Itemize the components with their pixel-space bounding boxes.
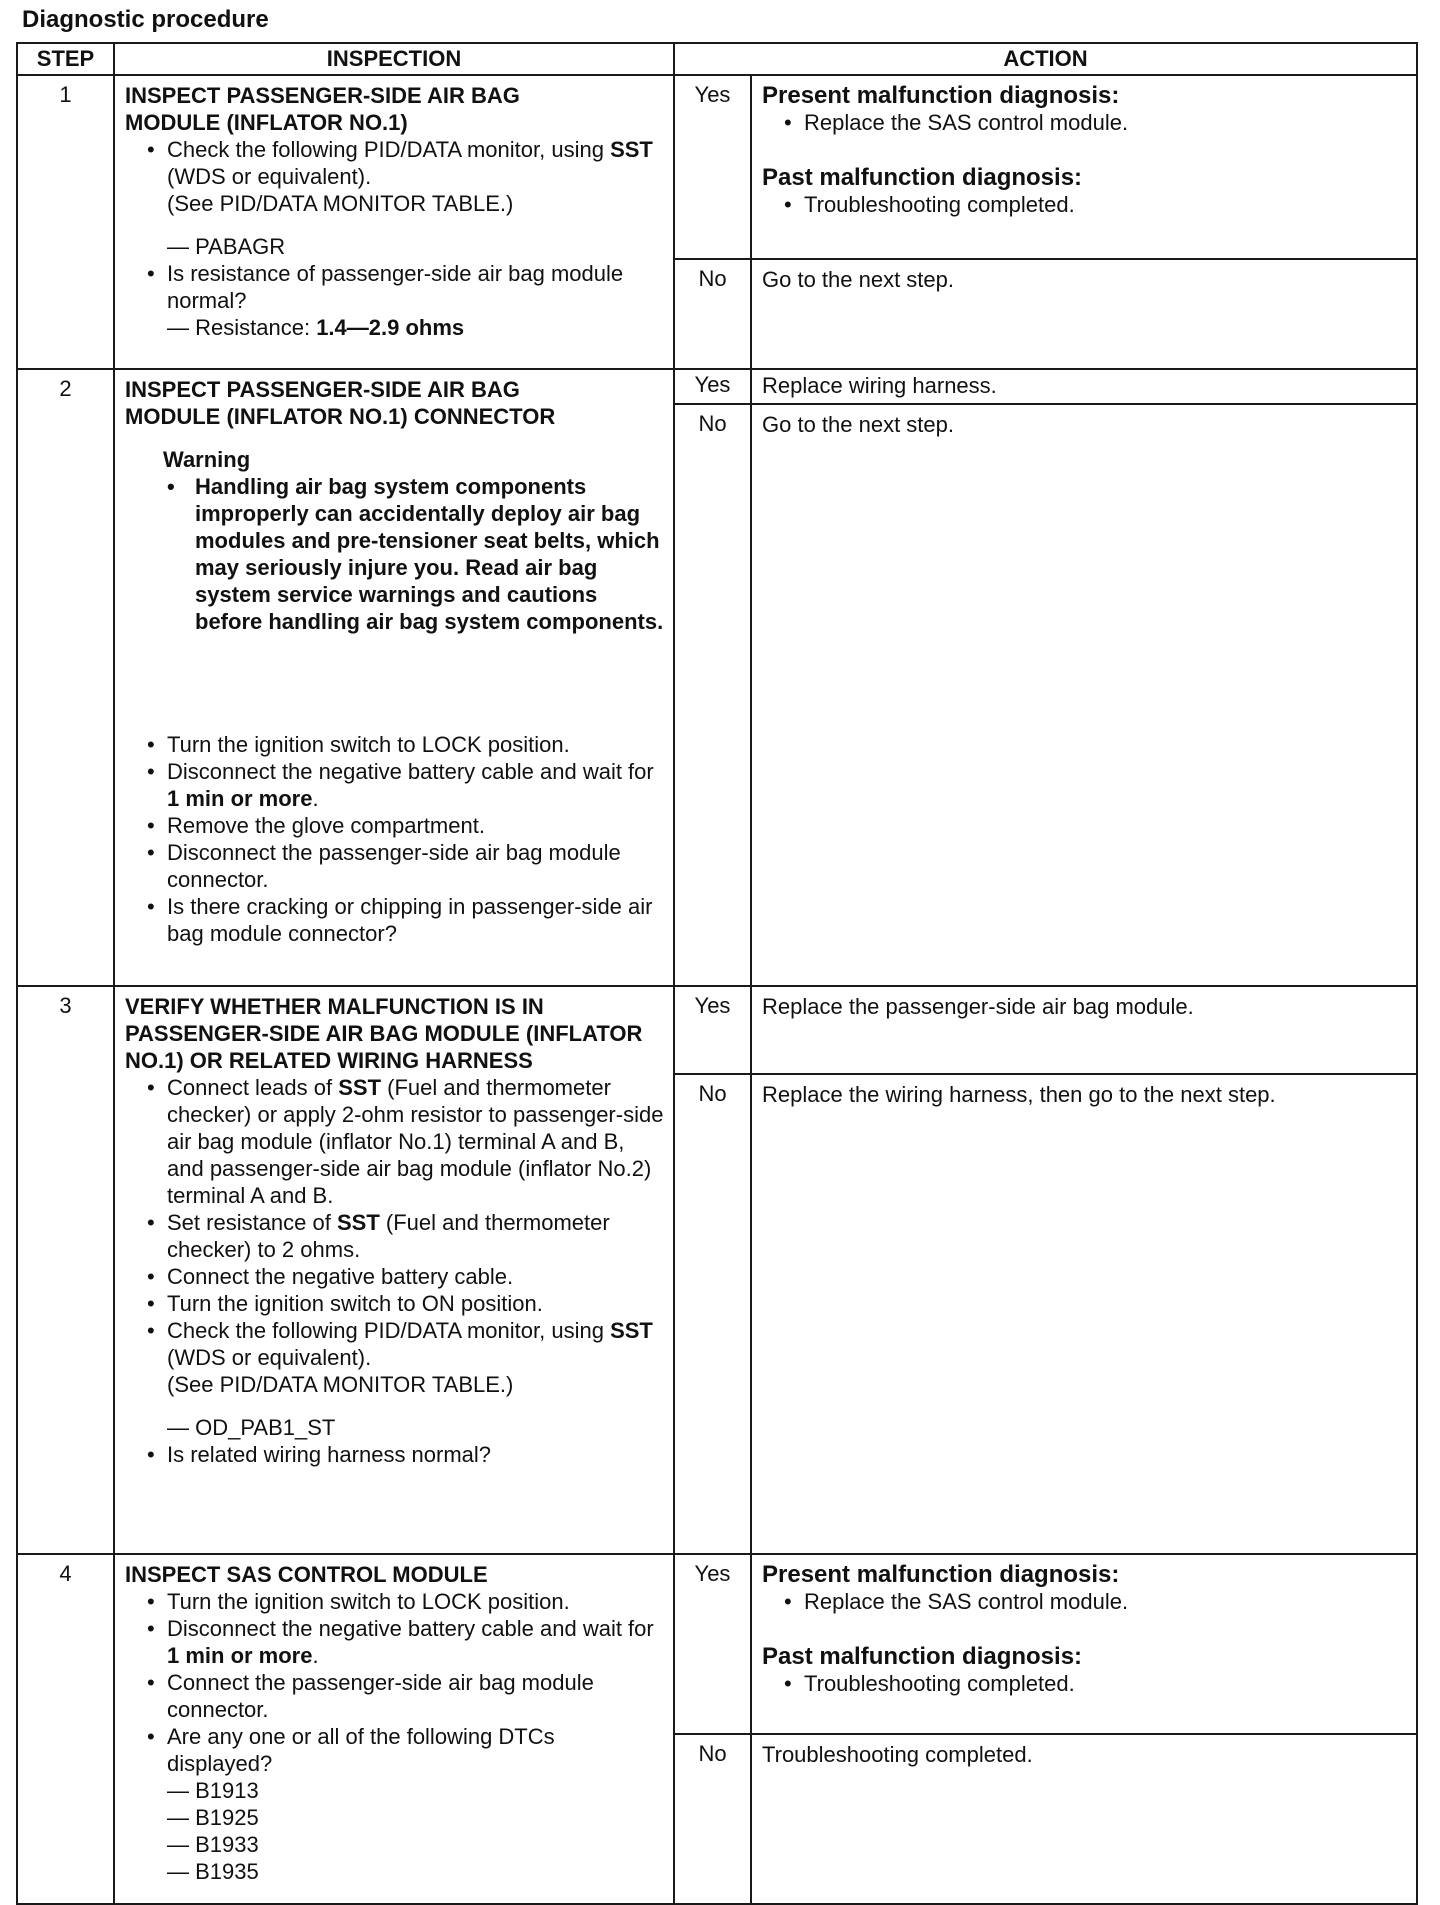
list-item: • Turn the ignition switch to ON position. <box>147 1290 665 1317</box>
step-4-inspection <box>114 1554 674 1904</box>
step-2-inspection <box>114 369 674 986</box>
header-action: ACTION <box>674 43 1417 75</box>
step-number: 3 <box>17 986 114 1554</box>
step-number: 4 <box>17 1554 114 1904</box>
pid-name: — PABAGR <box>167 234 286 259</box>
no-label: No <box>674 1734 751 1904</box>
present-diagnosis-title: Present malfunction diagnosis: <box>762 82 1120 109</box>
warning-title: Warning <box>163 447 251 472</box>
no-action: Go to the next step. <box>751 404 1417 986</box>
past-diagnosis-title: Past malfunction diagnosis: <box>762 1643 1083 1670</box>
list-item: • Turn the ignition switch to LOCK position. <box>147 731 665 758</box>
step-2-yes-row <box>17 369 1417 404</box>
list-item: • Connect leads of SST (Fuel and thermometer checker) or apply 2-ohm resistor to passenger-side air bag module (inflator No.1) terminal A and B, and passenger-side air bag module (inflator No.2) terminal A and B. <box>147 1074 665 1209</box>
pid-name: — OD_PAB1_ST <box>167 1415 336 1440</box>
list-item: • Is there cracking or chipping in passenger-side air bag module connector? <box>147 893 665 947</box>
header-inspection: INSPECTION <box>114 43 674 75</box>
list-item: • Check the following PID/DATA monitor, using SST (WDS or equivalent). (See PID/DATA MONITOR TABLE.) — PABAGR <box>147 136 665 260</box>
step-title: INSPECT PASSENGER-SIDE AIR BAG MODULE (INFLATOR NO.1) CONNECTOR <box>125 377 556 429</box>
yes-label: Yes <box>674 986 751 1074</box>
list-item: • Set resistance of SST (Fuel and thermometer checker) to 2 ohms. <box>147 1209 665 1263</box>
diagnostic-procedure-table <box>16 42 1418 1905</box>
dtc-code: — B1925 <box>167 1805 259 1830</box>
list-item: • Check the following PID/DATA monitor, using SST (WDS or equivalent). (See PID/DATA MONITOR TABLE.) — OD_PAB1_ST <box>147 1317 665 1441</box>
yes-label: Yes <box>674 1554 751 1734</box>
list-item: • Replace the SAS control module. <box>784 1588 1408 1615</box>
list-item: • Disconnect the negative battery cable and wait for 1 min or more. <box>147 1615 665 1669</box>
no-action: Go to the next step. <box>751 259 1417 369</box>
warning-text: • Handling air bag system components improperly can accidentally deploy air bag modules and pre-tensioner seat belts, which may seriously injure you. Read air bag system service warnings and cautions before handling air bag system components. <box>163 473 665 635</box>
dtc-list <box>167 1777 665 1885</box>
header-step: STEP <box>17 43 114 75</box>
no-label: No <box>674 404 751 986</box>
list-item: • Is resistance of passenger-side air bag module normal? — Resistance: 1.4—2.9 ohms <box>147 260 665 341</box>
list-item: • Troubleshooting completed. <box>784 191 1408 218</box>
dtc-code: — B1933 <box>167 1832 259 1857</box>
step-title: INSPECT SAS CONTROL MODULE <box>125 1562 488 1587</box>
step-number: 2 <box>17 369 114 986</box>
yes-label: Yes <box>674 75 751 259</box>
present-diagnosis-title: Present malfunction diagnosis: <box>762 1561 1120 1588</box>
list-item: • Troubleshooting completed. <box>784 1670 1408 1697</box>
yes-action: Replace the passenger-side air bag module. <box>751 986 1417 1074</box>
no-label: No <box>674 1074 751 1554</box>
step-1-yes-row <box>17 75 1417 259</box>
step-4-yes-action <box>751 1554 1417 1734</box>
step-title: INSPECT PASSENGER-SIDE AIR BAG MODULE (INFLATOR NO.1) <box>125 83 520 135</box>
step-1-yes-action <box>751 75 1417 259</box>
table-header-row <box>17 43 1417 75</box>
step-3-inspection <box>114 986 674 1554</box>
list-item: • Connect the passenger-side air bag module connector. <box>147 1669 665 1723</box>
step-3-yes-row <box>17 986 1417 1074</box>
list-item: • Disconnect the negative battery cable and wait for 1 min or more. <box>147 758 665 812</box>
list-item: • Is related wiring harness normal? <box>147 1441 665 1468</box>
list-item: • Are any one or all of the following DTCs displayed? — B1913 — B1925 — B1933 — B1935 <box>147 1723 665 1885</box>
no-label: No <box>674 259 751 369</box>
list-item: • Disconnect the passenger-side air bag module connector. <box>147 839 665 893</box>
list-item: • Connect the negative battery cable. <box>147 1263 665 1290</box>
step-number: 1 <box>17 75 114 369</box>
dtc-code: — B1935 <box>167 1859 259 1884</box>
past-diagnosis-title: Past malfunction diagnosis: <box>762 164 1083 191</box>
dtc-code: — B1913 <box>167 1778 259 1803</box>
step-4-yes-row <box>17 1554 1417 1734</box>
no-action: Replace the wiring harness, then go to the next step. <box>751 1074 1417 1554</box>
list-item: • Replace the SAS control module. <box>784 109 1408 136</box>
page-title: Diagnostic procedure <box>22 6 269 33</box>
yes-label: Yes <box>674 369 751 404</box>
yes-action: Replace wiring harness. <box>751 369 1417 404</box>
step-title: VERIFY WHETHER MALFUNCTION IS IN PASSENGER-SIDE AIR BAG MODULE (INFLATOR NO.1) OR RELATED WIRING HARNESS <box>125 994 643 1073</box>
no-action: Troubleshooting completed. <box>751 1734 1417 1904</box>
list-item: • Remove the glove compartment. <box>147 812 665 839</box>
step-1-inspection <box>114 75 674 369</box>
list-item: • Turn the ignition switch to LOCK position. <box>147 1588 665 1615</box>
